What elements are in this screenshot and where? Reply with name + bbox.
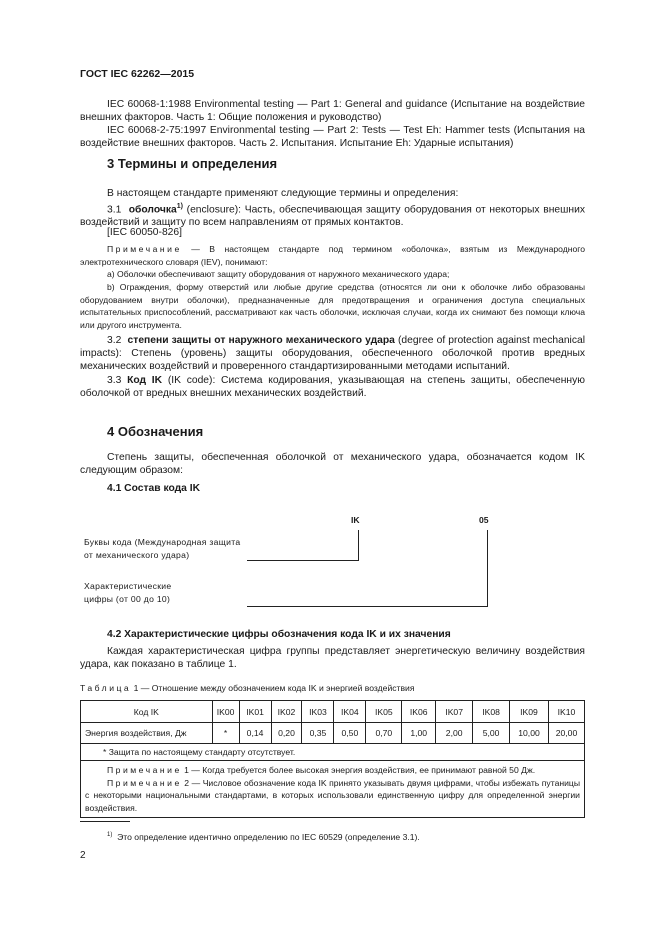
leader-line-letters-vertical [358, 530, 359, 561]
definition-3-2 [80, 334, 585, 373]
def-number: 3.1 [107, 204, 122, 216]
footnote-ref: 1) [176, 203, 183, 210]
page-number: 2 [80, 850, 86, 861]
table-cell: 0,35 [302, 723, 334, 744]
header-cell: Код IK [81, 701, 213, 723]
header-cell: IK09 [510, 701, 549, 723]
table-cell: 20,00 [548, 723, 584, 744]
def-term: Код IK [127, 375, 163, 386]
leader-line-digits-vertical [487, 530, 488, 607]
header-cell: IK00 [212, 701, 239, 723]
table-caption [80, 682, 415, 695]
definition-3-1-source: [IEC 60050-826] [107, 227, 182, 238]
reference-2: IEC 60068-2-75:1997 Environmental testing — Part 2: Tests — Test Eh: Hammer tests (Испытания на воздействие внешних факторов. Часть 2. Испытания. Испытание Eh: Ударные испытания) [80, 125, 585, 149]
row-label: Энергия воздействия, Дж [81, 723, 213, 744]
def-term: оболочка [128, 204, 177, 216]
table-cell: 0,14 [239, 723, 271, 744]
code-letters-label: Буквы кода (Международная защита от механического удара) [84, 537, 241, 560]
note-text: 1 — Когда требуется более высокая энергия воздействия, ее принимают равной 50 Дж. [181, 765, 536, 775]
table-cell: * [212, 723, 239, 744]
header-cell: IK02 [271, 701, 302, 723]
header-cell: IK04 [334, 701, 366, 723]
header-cell: IK08 [473, 701, 510, 723]
note-text: — В настоящем стандарте под термином «оболочка», взятым из Международного электротехнического словаря (IEV), понимают: [80, 244, 585, 267]
note-label: Примечание [107, 777, 182, 788]
table-cell: 2,00 [436, 723, 473, 744]
page-footnote [107, 829, 420, 843]
table-footnote: * Защита по настоящему стандарту отсутствует. [81, 744, 585, 761]
def-term: степени защиты от наружного механического удара [127, 335, 395, 346]
subsection-4-2-title: 4.2 Характеристические цифры обозначения кода IK и их значения [107, 629, 451, 640]
table-notes-row [81, 761, 585, 818]
note-label: Примечание [107, 765, 182, 775]
header-cell: IK07 [436, 701, 473, 723]
table-footnote-row [81, 744, 585, 761]
section-3-intro: В настоящем стандарте применяют следующие термины и определения: [107, 188, 459, 199]
subsection-4-1-title: 4.1 Состав кода IK [107, 483, 201, 494]
header-cell: IK10 [548, 701, 584, 723]
table-cell: 0,70 [366, 723, 402, 744]
caption-text: 1 — Отношение между обозначением кода IK и энергией воздействия [131, 683, 415, 693]
table-cell: 0,50 [334, 723, 366, 744]
code-digits-label: Характеристические цифры (от 00 до 10) [84, 581, 172, 604]
section-4-title: 4 Обозначения [107, 424, 204, 439]
caption-label: Таблица [80, 683, 132, 693]
note-label: Примечание [107, 244, 182, 254]
table-cell: 0,20 [271, 723, 302, 744]
table-header-row [81, 701, 585, 723]
table-cell: 1,00 [402, 723, 436, 744]
note-text: 2 — Числовое обозначение кода IK принято указывать двумя цифрами, чтобы избежать путаницы с некоторыми национальными стандартами, в которых использовали единственную цифру для определенной энергии воздействия. [85, 777, 580, 813]
definition-3-1 [80, 200, 585, 229]
table-note-1 [85, 764, 580, 777]
leader-line-letters [247, 560, 359, 561]
def-number: 3.2 [107, 335, 122, 346]
definition-3-3 [80, 374, 585, 400]
def-text: (enclosure): Часть, обеспечивающая защиту оборудования от некоторых внешних воздействий и защиту по всем направлениям от прямых контактов. [80, 204, 585, 229]
code-letters: IK [351, 515, 360, 525]
section-3-title: 3 Термины и определения [107, 156, 278, 171]
ik-energy-table [80, 700, 585, 818]
footnote-divider [80, 821, 130, 822]
reference-1: IEC 60068-1:1988 Environmental testing — Part 1: General and guidance (Испытание на воздействие внешних факторов. Часть 1: Общие положения и руководство) [80, 99, 585, 123]
note-item-b: b) Ограждения, форму отверстий или любые другие средства (относятся ли они к оболочке либо образованы оборудованием внутри оболочки), предназначенные для предотвращения и ограничения доступа специальных испытательных приспособлений, рассматривают как часть оболочки, исключая случаи, когда их снимают без помощи ключа или другого инструмента. [80, 282, 585, 330]
document-header: ГОСТ IEC 62262—2015 [80, 68, 195, 80]
note-enclosure [80, 243, 585, 268]
header-cell: IK05 [366, 701, 402, 723]
table-notes [81, 761, 585, 818]
code-digits: 05 [479, 515, 489, 525]
def-text: (IK code): Система кодирования, указывающая на степень защиты, обеспеченную оболочкой от вредных внешних механических воздействий. [80, 375, 585, 399]
table-cell: 10,00 [510, 723, 549, 744]
leader-line-digits [247, 606, 488, 607]
section-4-intro: Степень защиты, обеспеченная оболочкой от механического удара, обозначается кодом IK следующим образом: [80, 452, 585, 476]
note-item-a: a) Оболочки обеспечивают защиту оборудования от наружного механического удара; [107, 269, 450, 279]
footnote-mark: 1) [107, 832, 113, 838]
footnote-text: Это определение идентично определению по IEC 60529 (определение 3.1). [117, 831, 420, 842]
header-cell: IK03 [302, 701, 334, 723]
table-cell: 5,00 [473, 723, 510, 744]
def-number: 3.3 [107, 375, 122, 386]
table-note-2 [85, 777, 580, 815]
def-text: (degree of protection against mechanical impacts): Степень (уровень) защиты оборудования, обеспеченного оболочкой против вредных механических воздействий и проверенного стандартизированными методами испытаний. [80, 335, 585, 372]
table-row [81, 723, 585, 744]
subsection-4-2-text: Каждая характеристическая цифра группы представляет энергетическую величину воздействия удара, как показано в таблице 1. [80, 646, 585, 670]
header-cell: IK01 [239, 701, 271, 723]
header-cell: IK06 [402, 701, 436, 723]
